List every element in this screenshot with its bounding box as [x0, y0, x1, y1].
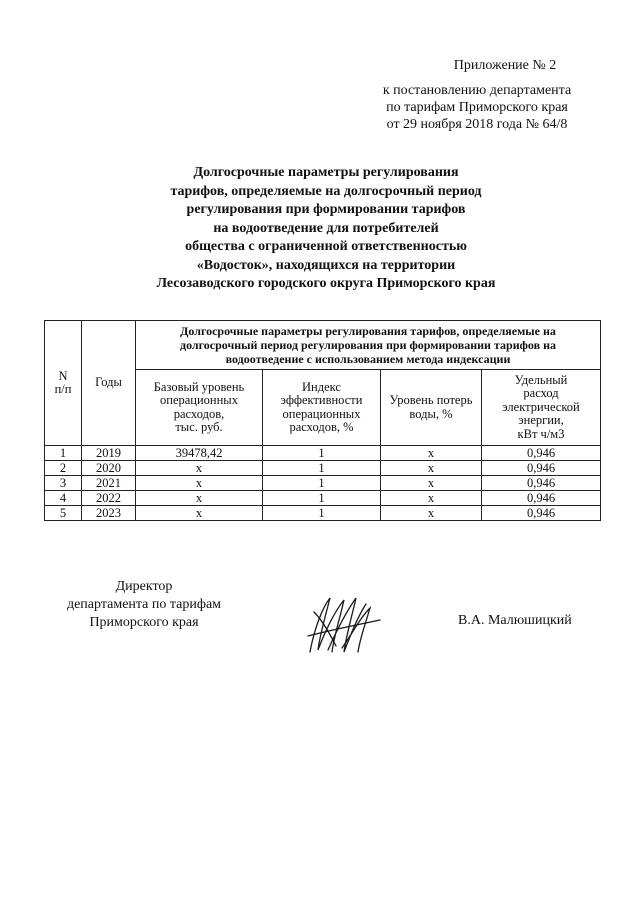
reference-line: к постановлению департамента — [382, 83, 572, 98]
header-base-opex: Базовый уровень операционных расходов, тыс. руб. — [136, 370, 263, 446]
position-line: департамента по тарифам — [66, 597, 222, 612]
title-line: «Водосток», находящихся на территории — [196, 257, 456, 273]
position-line: Приморского края — [89, 615, 199, 630]
header-number: N п/п — [45, 321, 82, 446]
title-line: на водоотведение для потребителей — [213, 220, 439, 236]
cell-year: 2023 — [82, 506, 136, 521]
header-parameters-group: Долгосрочные параметры регулирования тарифов, определяемые на долгосрочный период регулирования при формировании тарифов на водоотведение с использованием метода индексации — [136, 321, 601, 370]
cell-water-loss: х — [381, 491, 482, 506]
cell-year: 2020 — [82, 461, 136, 476]
cell-base-opex: 39478,42 — [136, 446, 263, 461]
table-row — [45, 461, 601, 476]
cell-water-loss: х — [381, 446, 482, 461]
header-years: Годы — [82, 321, 136, 446]
table-row — [45, 506, 601, 521]
reference-line: от 29 ноября 2018 года № 64/8 — [386, 117, 568, 132]
cell-base-opex: х — [136, 461, 263, 476]
annex-number: Приложение № 2 — [453, 58, 557, 73]
table-row — [45, 491, 601, 506]
cell-number: 1 — [45, 446, 82, 461]
cell-number: 2 — [45, 461, 82, 476]
parameters-table — [44, 320, 601, 521]
cell-energy: 0,946 — [482, 446, 601, 461]
cell-efficiency-index: 1 — [263, 461, 381, 476]
cell-energy: 0,946 — [482, 461, 601, 476]
decree-reference — [368, 82, 586, 133]
cell-efficiency-index: 1 — [263, 506, 381, 521]
cell-number: 4 — [45, 491, 82, 506]
cell-water-loss: х — [381, 476, 482, 491]
cell-water-loss: х — [381, 506, 482, 521]
header-water-loss: Уровень потерь воды, % — [381, 370, 482, 446]
table-row — [45, 476, 601, 491]
title-line: тарифов, определяемые на долгосрочный период — [170, 183, 482, 199]
title-line: регулирования при формировании тарифов — [186, 202, 466, 217]
signatory-position — [44, 578, 244, 632]
cell-year: 2022 — [82, 491, 136, 506]
reference-line: по тарифам Приморского края — [386, 100, 568, 115]
position-line: Директор — [115, 579, 173, 594]
title-line: общества с ограниченной ответственностью — [185, 239, 467, 254]
cell-number: 5 — [45, 506, 82, 521]
title-line: Лесозаводского городского округа Приморского края — [156, 276, 496, 291]
handwritten-signature — [300, 590, 390, 660]
cell-base-opex: х — [136, 506, 263, 521]
title-line: Долгосрочные параметры регулирования — [193, 165, 459, 180]
cell-efficiency-index: 1 — [263, 476, 381, 491]
cell-base-opex: х — [136, 491, 263, 506]
document-title — [96, 164, 556, 294]
cell-energy: 0,946 — [482, 506, 601, 521]
cell-efficiency-index: 1 — [263, 446, 381, 461]
cell-water-loss: х — [381, 461, 482, 476]
cell-energy: 0,946 — [482, 491, 601, 506]
cell-number: 3 — [45, 476, 82, 491]
header-efficiency-index: Индекс эффективности операционных расходов, % — [263, 370, 381, 446]
header-energy-consumption: Удельный расход электрической энергии, кВт ч/м3 — [482, 370, 601, 446]
cell-energy: 0,946 — [482, 476, 601, 491]
cell-efficiency-index: 1 — [263, 491, 381, 506]
cell-year: 2021 — [82, 476, 136, 491]
cell-base-opex: х — [136, 476, 263, 491]
table-row — [45, 446, 601, 461]
cell-year: 2019 — [82, 446, 136, 461]
signatory-name: В.А. Малюшицкий — [458, 613, 572, 628]
